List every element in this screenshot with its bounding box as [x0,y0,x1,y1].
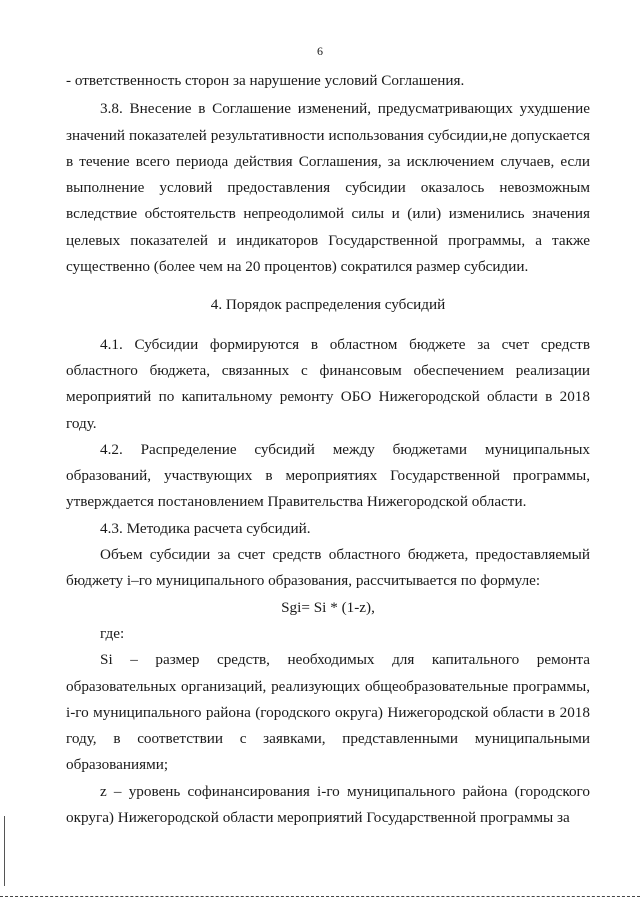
page-number: 6 [317,44,323,58]
section-title-4: 4. Порядок распределения субсидий [210,296,446,314]
document-body [66,68,590,831]
paragraph-si-definition: Si – размер средств, необходимых для капитального ремонта образовательных организаций, реализующих общеобразовательные программы, i-го муниципального района (городского округа) Нижегородской области в 2018 году, в соответствии с заявками, представленными муниципальными образованиями; [66,651,590,774]
scan-bottom-line [0,896,640,897]
paragraph-subsidy-volume: Объем субсидии за счет средств областного бюджета, предоставляемый бюджету i–го муниципального образования, рассчитывается по формуле: [66,546,590,590]
paragraph-4-2: 4.2. Распределение субсидий между бюджетами муниципальных образований, участвующих в мероприятиях Государственной программы, утверждается постановлением Правительства Нижегородской области. [66,440,590,511]
scan-margin-mark [4,816,5,886]
paragraph-3-8: 3.8. Внесение в Соглашение изменений, предусматривающих ухудшение значений показателей результативности использования субсидии,не допускается в течение всего периода действия Соглашения, за исключением случаев, если выполнение условий предоставления субсидии оказалось невозможным вследствие обстоятельств непреодолимой силы и (или) изменились значения целевых показателей и индикаторов Государственной программы, а также существенно (более чем на 20 процентов) сократился размер субсидии. [66,100,590,276]
formula-where-label: где: [100,624,125,642]
paragraph-4-1: 4.1. Субсидии формируются в областном бюджете за счет средств областного бюджета, связанных с финансовым обеспечением реализации мероприятий по капитальному ремонту ОБО Нижегородской области в 2018 году. [66,335,590,432]
formula: Sgi= Si * (1-z), [281,598,375,616]
paragraph-z-definition: z – уровень софинансирования i-го муниципального района (городского округа) Нижегородской области мероприятий Государственной программы за [66,782,590,827]
paragraph-responsibility: - ответственность сторон за нарушение условий Соглашения. [66,72,465,89]
paragraph-4-3: 4.3. Методика расчета субсидий. [100,519,311,537]
